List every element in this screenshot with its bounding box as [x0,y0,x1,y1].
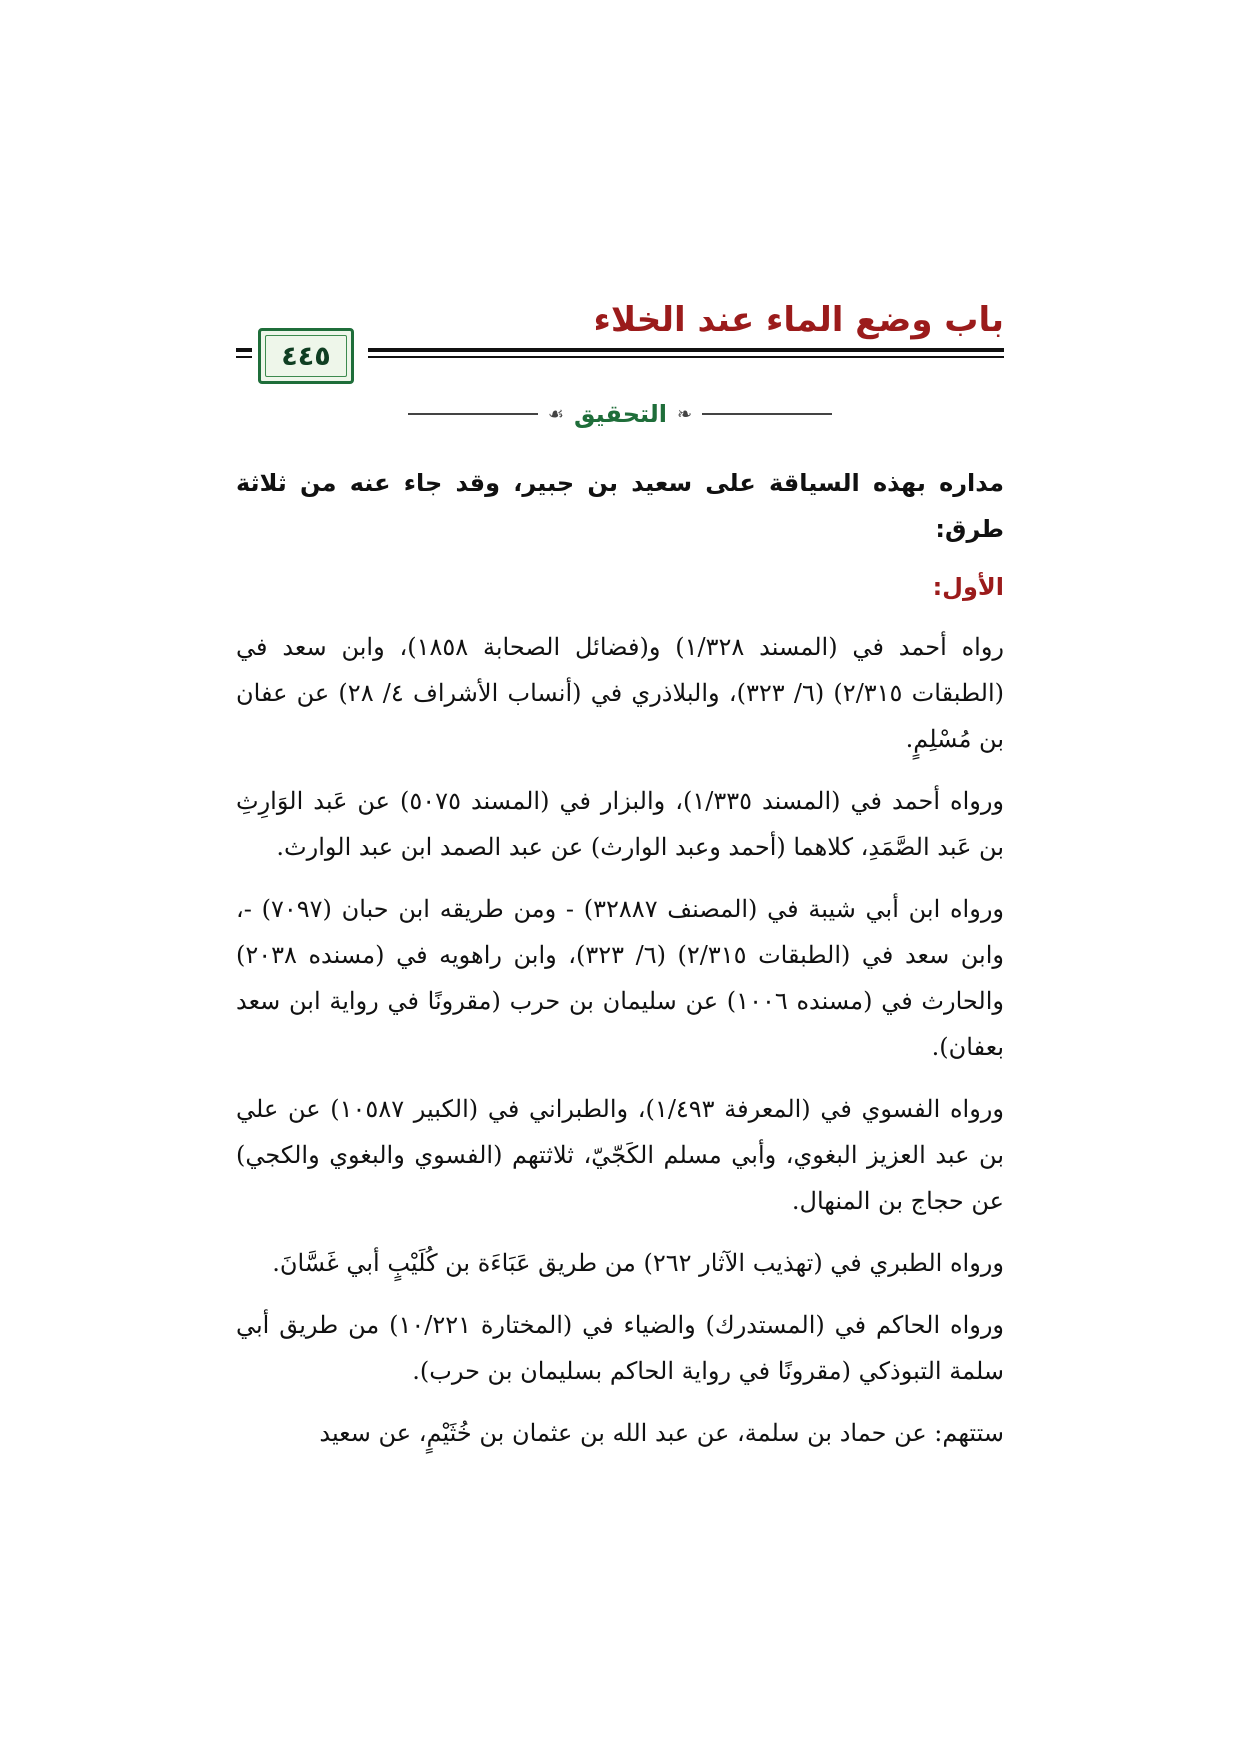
divider-line-left [408,413,538,415]
ornament-left-icon: ☙ [547,403,564,425]
chapter-title: باب وضع الماء عند الخلاء [593,300,1004,340]
paragraph: ورواه أحمد في (المسند ١/٣٣٥)، والبزار في (المسند ٥٠٧٥) عن عَبد الوَارِثِ بن عَبد الصَّمَدِ، كلاهما (أحمد وعبد الوارث) عن عبد الصمد ابن عبد الوارث. [236,787,1005,861]
paragraph: رواه أحمد في (المسند ١/٣٢٨) و(فضائل الصحابة ١٨٥٨)، وابن سعد في (الطبقات ٢/٣١٥) (٦/ ٣٢٣)، والبلاذري في (أنساب الأشراف ٤/ ٢٨) عن عفان بن مُسْلِمٍ. [236,633,1004,753]
divider-line-right [702,413,832,415]
ornament-right-icon: ❧ [677,403,693,425]
paragraph: ورواه الطبري في (تهذيب الآثار ٢٦٢) من طريق عَبَاءَة بن كُلَيْبٍ أبي غَسَّانَ. [272,1249,1004,1277]
page-number: ٤٤٥ [281,340,331,372]
intro-paragraph: مداره بهذه السياقة على سعيد بن جبير، وقد جاء عنه من ثلاثة طرق: [236,469,1004,543]
paragraph: ورواه الفسوي في (المعرفة ١/٤٩٣)، والطبراني في (الكبير ١٠٥٨٧) عن علي بن عبد العزيز البغوي، وأبي مسلم الكَجّيّ، ثلاثتهم (الفسوي والبغوي والكجي) عن حجاج بن المنهال. [236,1095,1004,1215]
section-divider [372,394,868,434]
header-rule-right [368,348,1004,358]
section-label: التحقيق [574,400,668,428]
paragraph: ورواه الحاكم في (المستدرك) والضياء في (المختارة ١٠/٢٢١) من طريق أبي سلمة التبوذكي (مقرونًا في رواية الحاكم بسليمان بن حرب). [236,1311,1005,1385]
page-number-badge [258,328,354,384]
paragraph: ورواه ابن أبي شيبة في (المصنف ٣٢٨٨٧) - ومن طريقه ابن حبان (٧٠٩٧) -، وابن سعد في (الطبقات ٢/٣١٥) (٦/ ٣٢٣)، وابن راهويه في (مسنده ٢٠٣٨) والحارث في (مسنده ١٠٠٦) عن سليمان بن حرب (مقرونًا في رواية ابن سعد بعفان). [236,895,1004,1061]
body-text [236,448,1004,1472]
header-rule-left [236,348,252,358]
paragraph: ستتهم: عن حماد بن سلمة، عن عبد الله بن عثمان بن خُثَيْمٍ، عن سعيد [319,1419,1004,1447]
subheading-first: الأول: [932,573,1004,601]
